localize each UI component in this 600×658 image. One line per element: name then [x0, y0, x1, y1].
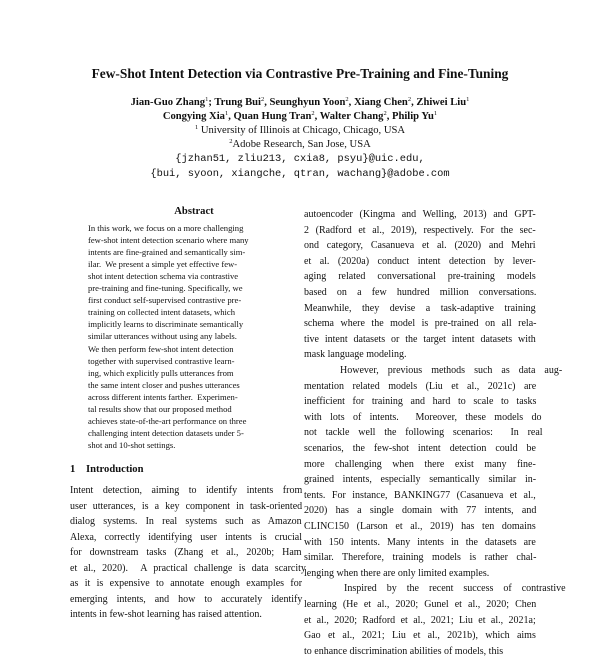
- right-column-line: CLINC150 (Larson et al., 2019) has ten domains: [304, 521, 536, 532]
- affiliation-2-text: Adobe Research, San Jose, USA: [232, 139, 371, 150]
- right-column-line: not tackle well the following scenarios: In real: [304, 427, 543, 439]
- right-column-line: similar. Therefore, training models is rather chal-: [304, 552, 537, 564]
- author-name: Philip Yu: [391, 111, 434, 122]
- intro-line: user utterances, is a key component in task-oriented: [70, 500, 303, 512]
- author-separator: ,: [264, 97, 270, 108]
- author-name: Trung Bui: [214, 97, 261, 108]
- email-line-1: {jzhan51, zliu213, cxia8, psyu}@uic.edu,: [175, 153, 425, 165]
- abstract-line: across different intents farther. Experimen-: [88, 391, 238, 402]
- right-column-line: based on a few hundred million conversations.: [304, 287, 537, 298]
- right-column-line: grained intents, especially semantically similar in-: [304, 474, 537, 486]
- right-column-line: mask language modeling.: [304, 349, 407, 361]
- author-separator: ;: [208, 97, 215, 108]
- right-column-line: aging related conversational pre-training models: [304, 271, 536, 283]
- abstract-line: We then perform few-shot intent detection: [88, 343, 234, 354]
- author-separator: ,: [348, 97, 354, 108]
- right-column-line: mentation related models (Liu et al., 2021c) are: [304, 380, 537, 392]
- abstract-line: shot intent detection schema via contrastive: [88, 271, 239, 282]
- author-affiliation-marker: 2: [260, 96, 265, 103]
- author-affiliation-marker: 2: [311, 110, 315, 117]
- abstract-line: the same intent closer and pushes utterances: [88, 379, 240, 390]
- author-list-row-1: [0, 97, 600, 108]
- right-column-line: et al., 2020; Radford et al., 2021; Liu et al., 2021a;: [304, 614, 536, 626]
- author-separator: ,: [386, 111, 392, 122]
- affiliation-1: [0, 125, 600, 136]
- right-column-line: more challenging when there exist many fine-: [304, 458, 536, 470]
- author-name: Zhiwei Liu: [416, 97, 467, 108]
- intro-line: Intent detection, aiming to identify intents from: [70, 485, 303, 496]
- intro-line: intents in few-shot learning has raised attention.: [70, 609, 262, 620]
- intro-line: emerging intents, and how to accurately identify: [70, 593, 303, 605]
- section-heading-introduction: [70, 464, 144, 475]
- abstract-line: In this work, we focus on a more challenging: [88, 223, 244, 233]
- author-separator: ,: [228, 111, 234, 122]
- right-column-line: lenging when there are only limited examples.: [304, 567, 490, 579]
- section-number: 1: [70, 464, 76, 475]
- right-column-line: Meanwhile, they devise a task-adaptive training: [304, 302, 536, 314]
- abstract-line: similar utterances without using any labels.: [88, 331, 237, 342]
- author-name: Congying Xia: [162, 111, 225, 122]
- author-affiliation-marker: 1: [205, 96, 209, 103]
- author-affiliation-marker: 1: [466, 96, 470, 103]
- author-name: Walter Chang: [319, 111, 384, 122]
- affiliation-2-marker: 2: [229, 138, 233, 145]
- intro-line: for downstream tasks (Zhang et al., 2020b; Ham: [70, 547, 302, 558]
- right-column-line: tents. For instance, BANKING77 (Casanueva et al.,: [304, 489, 536, 501]
- right-column-line: tive intent datasets or the target intent datasets with: [304, 333, 536, 345]
- abstract-line: first conduct self-supervised contrastive pre-: [88, 295, 242, 306]
- right-column-line: Gao et al., 2021; Liu et al., 2021b), which aims: [304, 630, 536, 642]
- intro-line: as it is expensive to annotate enough examples for: [70, 578, 303, 589]
- author-separator: ,: [314, 111, 320, 122]
- intro-line: et al., 2020). A practical challenge is data scarcity: [70, 562, 306, 574]
- abstract-line: together with supervised contrastive learn-: [88, 355, 235, 366]
- abstract-line: ing, which explicitly pulls utterances from: [88, 367, 234, 378]
- affiliation-2: [0, 139, 600, 150]
- abstract-line: few-shot intent detection scenario where many: [88, 235, 249, 246]
- author-affiliation-marker: 1: [224, 110, 229, 117]
- author-affiliation-marker: 1: [433, 110, 438, 117]
- right-column-line: 2020) has a single domain with 77 intents, and: [304, 505, 537, 517]
- right-column-line: autoencoder (Kingma and Welling, 2013) and GPT-: [304, 209, 536, 220]
- right-column-line: scenarios, the few-shot intent detection could be: [304, 443, 536, 454]
- right-column-line: inefficient for training and hard to scale to tasks: [304, 396, 537, 408]
- author-name: Quan Hung Tran: [233, 111, 312, 122]
- author-list-row-2: [0, 111, 600, 122]
- abstract-line: training on collected intent datasets, which: [88, 307, 236, 318]
- right-column-line: learning (He et al., 2020; Gunel et al., 2020; Chen: [304, 599, 537, 610]
- email-line-2: {bui, syoon, xiangche, qtran, wachang}@adobe.com: [150, 168, 450, 180]
- right-column-line: with lots of intents. Moreover, these models do: [304, 411, 542, 423]
- author-separator: ,: [411, 97, 417, 108]
- section-title: Introduction: [86, 464, 144, 475]
- abstract-line: ilar. We present a simple yet effective few-: [88, 259, 238, 270]
- right-column-line: However, previous methods such as data aug-: [304, 365, 563, 376]
- right-column-line: ond category, Casanueva et al. (2020) and Mehri: [304, 240, 536, 252]
- right-column-line: Inspired by the recent success of contrastive: [304, 583, 566, 595]
- author-affiliation-marker: 2: [407, 96, 412, 103]
- author-name: Xiang Chen: [353, 97, 408, 108]
- right-column-line: with 150 intents. Many intents in the datasets are: [304, 536, 536, 548]
- affiliation-1-text: University of Illinois at Chicago, Chicago, USA: [198, 125, 406, 136]
- abstract-line: achieves state-of-the-art performance on three: [88, 415, 247, 426]
- abstract-line: tal results show that our proposed method: [88, 403, 232, 414]
- intro-line: dialog systems. In real systems such as Amazon: [70, 516, 302, 527]
- abstract-heading: Abstract: [174, 206, 214, 217]
- paper-title: Few-Shot Intent Detection via Contrastive Pre-Training and Fine-Tuning: [91, 66, 509, 81]
- right-column-line: et al. (2020a) conduct intent detection by lever-: [304, 255, 536, 267]
- author-name: Seunghyun Yoon: [269, 97, 346, 108]
- abstract-line: intents are fine-grained and semantically sim-: [88, 247, 246, 258]
- right-column-line: schema where the model is pre-trained on all rela-: [304, 318, 537, 330]
- abstract-line: challenging intent detection datasets under 5-: [88, 427, 244, 438]
- abstract-line: implicitly learns to discriminate semantically: [88, 319, 244, 330]
- intro-line: Alexa, correctly identifying user intents is crucial: [70, 531, 302, 543]
- right-column-line: to enhance discrimination abilities of models, this: [304, 645, 504, 657]
- abstract-line: shot and 10-shot settings.: [88, 439, 176, 450]
- author-affiliation-marker: 2: [345, 96, 349, 103]
- affiliation-1-marker: 1: [194, 124, 199, 131]
- author-affiliation-marker: 2: [383, 110, 387, 117]
- author-name: Jian-Guo Zhang: [130, 97, 206, 108]
- abstract-line: pre-training and fine-tuning. Specifically, we: [88, 283, 243, 294]
- right-column-line: 2 (Radford et al., 2019), respectively. For the sec-: [304, 224, 536, 236]
